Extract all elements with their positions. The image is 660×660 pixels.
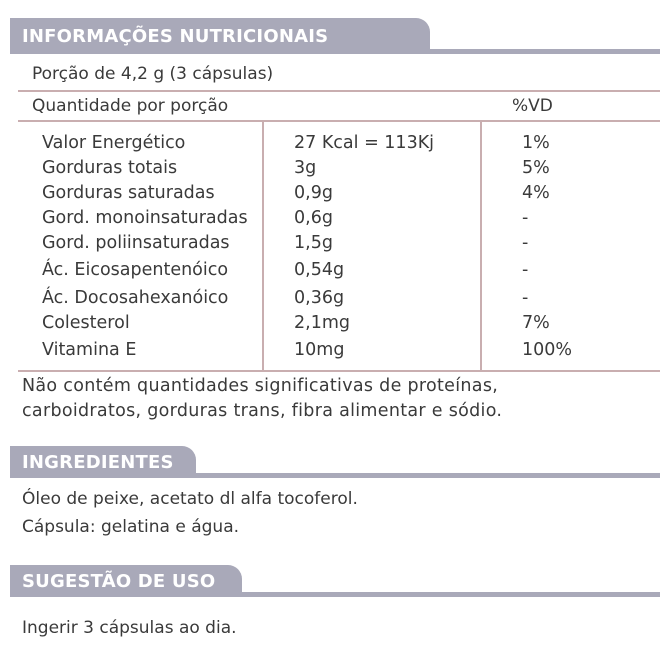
table-row [0, 287, 660, 312]
nutrient-vd: 7% [522, 313, 550, 333]
nutrient-amount: 0,9g [294, 183, 333, 203]
ingredients-header [10, 446, 660, 478]
nutrient-vd: - [522, 260, 529, 280]
nutrient-name: Gorduras saturadas [42, 183, 215, 203]
nutrient-amount: 0,54g [294, 260, 345, 280]
nutrient-name: Gord. monoinsaturadas [42, 208, 248, 228]
nutrient-amount: 10mg [294, 340, 345, 360]
table-row [0, 339, 660, 364]
divider [18, 370, 660, 372]
ingredients-line: Cápsula: gelatina e água. [22, 517, 240, 537]
quantity-per-portion-label: Quantidade por porção [32, 96, 229, 116]
nutrient-name: Vitamina E [42, 340, 137, 360]
usage-header [10, 565, 660, 597]
nutrient-vd: - [522, 233, 529, 253]
nutrition-header [10, 18, 660, 54]
usage-line: Ingerir 3 cápsulas ao dia. [22, 618, 237, 638]
nutrient-amount: 3g [294, 158, 317, 178]
vd-label: %VD [512, 96, 553, 116]
nutrient-amount: 27 Kcal = 113Kj [294, 133, 435, 153]
nutrient-name: Ác. Docosahexanóico [42, 288, 229, 308]
divider [18, 120, 660, 122]
nutrition-note [22, 374, 652, 424]
nutrient-vd: - [522, 208, 529, 228]
nutrition-title: INFORMAÇÕES NUTRICIONAIS [22, 26, 329, 47]
table-row [0, 312, 660, 337]
ingredients-text [22, 485, 358, 541]
ingredients-line: Óleo de peixe, acetato dl alfa tocoferol. [22, 489, 358, 509]
nutrient-amount: 0,36g [294, 288, 345, 308]
table-row [0, 259, 660, 284]
divider [18, 90, 660, 92]
nutrient-name: Valor Energético [42, 133, 186, 153]
nutrient-vd: 5% [522, 158, 550, 178]
nutrient-vd: 100% [522, 340, 573, 360]
nutrient-amount: 0,6g [294, 208, 333, 228]
note-line: Não contém quantidades significativas de proteínas, [22, 376, 499, 396]
nutrient-name: Gord. poliinsaturadas [42, 233, 230, 253]
nutrient-vd: - [522, 288, 529, 308]
nutrient-amount: 1,5g [294, 233, 333, 253]
note-line: carboidratos, gorduras trans, fibra alimentar e sódio. [22, 401, 503, 421]
nutrient-vd: 1% [522, 133, 550, 153]
nutrient-name: Colesterol [42, 313, 130, 333]
nutrient-name: Gorduras totais [42, 158, 178, 178]
usage-text [22, 614, 237, 642]
nutrient-amount: 2,1mg [294, 313, 350, 333]
ingredients-title: INGREDIENTES [22, 452, 174, 473]
portion-size: Porção de 4,2 g (3 cápsulas) [32, 64, 274, 84]
table-row [0, 182, 660, 207]
nutrient-name: Ác. Eicosapentenóico [42, 260, 229, 280]
table-row [0, 157, 660, 182]
table-row [0, 232, 660, 257]
table-row [0, 132, 660, 157]
nutrient-vd: 4% [522, 183, 550, 203]
usage-title: SUGESTÃO DE USO [22, 571, 216, 592]
table-row [0, 207, 660, 232]
